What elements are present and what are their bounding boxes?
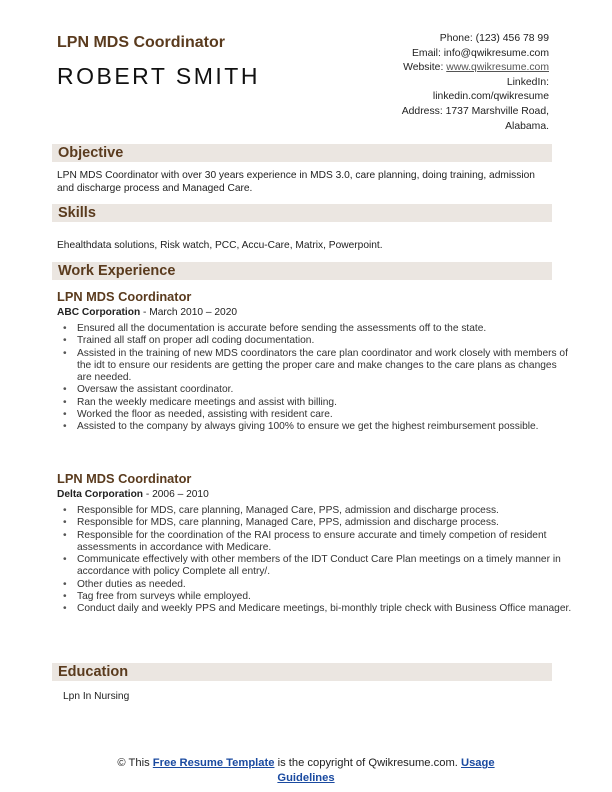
job-1-duties (57, 323, 572, 434)
usage-guidelines-link-2[interactable]: Guidelines (277, 771, 335, 784)
job-1-title: LPN MDS Coordinator (57, 289, 192, 304)
education-section-header (52, 663, 552, 681)
resume-header (0, 0, 612, 130)
list-item: • Responsible for MDS, care planning, Managed Care, PPS, admission and discharge process. (77, 517, 572, 529)
education-text: Lpn In Nursing (63, 691, 130, 702)
list-item: • Other duties as needed. (77, 579, 572, 591)
contact-linkedin-value: linkedin.com/qwikresume (432, 91, 549, 103)
footer-middle: is the copyright of Qwikresume.com. (274, 757, 461, 769)
objective-heading: Objective (58, 145, 124, 161)
list-item: • Conduct daily and weekly PPS and Medicare meetings, bi-monthly triple check with Business Office manager. (77, 603, 572, 615)
website-link[interactable]: www.qwikresume.com (446, 62, 549, 74)
skills-section-header (52, 204, 552, 222)
list-item: • Tag free from surveys while employed. (77, 591, 572, 603)
contact-email: Email: info@qwikresume.com (411, 47, 549, 59)
usage-guidelines-link-1[interactable]: Usage (461, 757, 495, 769)
list-item: • Trained all staff on proper adl coding documentation. (77, 335, 572, 347)
contact-phone: Phone: (123) 456 78 99 (439, 33, 549, 44)
contact-linkedin-label: LinkedIn: (506, 76, 549, 88)
experience-section-header (52, 262, 552, 280)
contact-block (299, 32, 549, 134)
list-item: • Assisted in the training of new MDS coordinators the care plan coordinator and work closely with members of the idt to ensure our residents are getting the proper care and make changes to the care plans as changes are needed. (77, 348, 572, 385)
list-item: • Ran the weekly medicare meetings and assist with billing. (77, 397, 572, 409)
skills-text: Ehealthdata solutions, Risk watch, PCC, Accu-Care, Matrix, Powerpoint. (57, 240, 383, 251)
contact-address-line2: Alabama. (505, 120, 549, 132)
skills-heading: Skills (58, 205, 96, 221)
education-heading: Education (58, 664, 129, 680)
contact-website (299, 61, 549, 76)
experience-heading: Work Experience (58, 263, 176, 279)
candidate-name: ROBERT SMITH (57, 63, 260, 89)
objective-section-header (52, 144, 552, 162)
job-1-dates: - March 2010 – 2020 (140, 307, 238, 318)
job-2-title: LPN MDS Coordinator (57, 471, 192, 486)
list-item: • Oversaw the assistant coordinator. (77, 384, 572, 396)
list-item: • Responsible for MDS, care planning, Managed Care, PPS, admission and discharge process. (77, 505, 572, 517)
objective-text: LPN MDS Coordinator with over 30 years experience in MDS 3.0, care planning, doing training, admission and discharge process and Managed Care. (57, 170, 535, 194)
job-2-company: Delta Corporation (57, 489, 144, 500)
list-item: • Communicate effectively with other members of the IDT Conduct Care Plan meetings on a timely manner in accordance with policy Complete all entry/. (77, 554, 572, 579)
job-2-duties (57, 505, 572, 616)
free-resume-template-link[interactable]: Free Resume Template (152, 757, 275, 769)
list-item: • Ensured all the documentation is accurate before sending the assessments off to the state. (77, 323, 572, 335)
job-1-company-line (57, 307, 237, 318)
footer-prefix: © This (117, 757, 153, 769)
list-item: • Assisted to the company by always giving 100% to ensure we get the highest reimbursement possible. (77, 421, 572, 433)
job-1-company: ABC Corporation (57, 307, 141, 318)
list-item: • Worked the floor as needed, assisting with resident care. (77, 409, 572, 421)
copyright-footer (0, 756, 612, 785)
list-item: • Responsible for the coordination of the RAI process to ensure accurate and timely competion of resident assessments in accordance with Medicare. (77, 530, 572, 555)
job-title: LPN MDS Coordinator (57, 34, 225, 51)
contact-address-line1: Address: 1737 Marshville Road, (401, 105, 549, 117)
website-label: Website: (403, 62, 447, 74)
job-2-dates: - 2006 – 2010 (143, 489, 209, 500)
job-2-company-line (57, 489, 209, 500)
